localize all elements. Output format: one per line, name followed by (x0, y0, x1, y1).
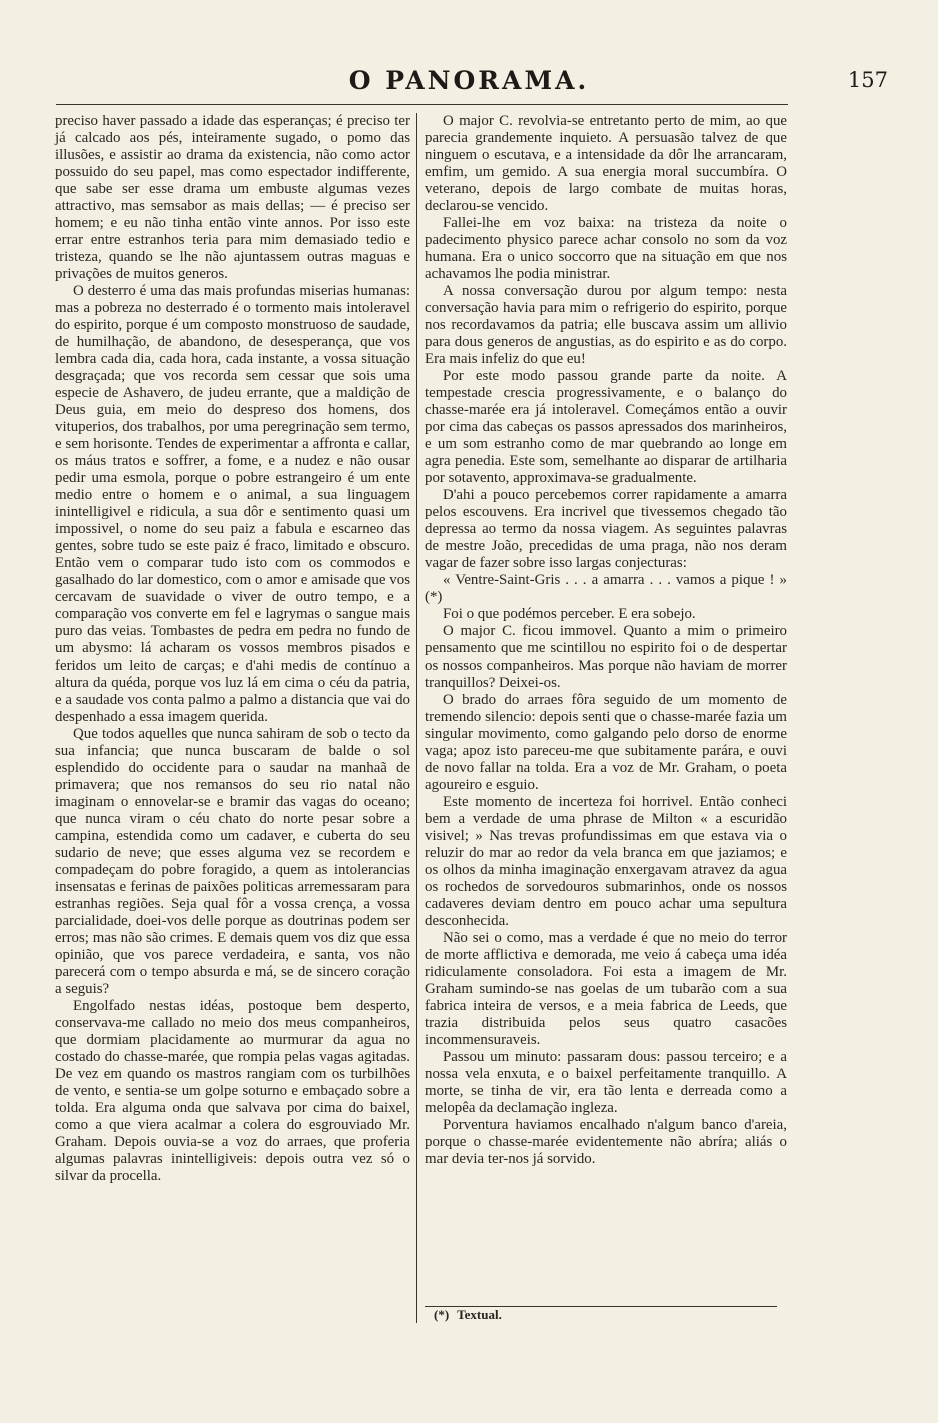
paragraph: Este momento de incerteza foi horrivel. Então conheci bem a verdade de uma phrase de Milton « a escuridão visivel; » Nas trevas profundissimas em que estava via o reluzir do mar ao redor da vela branca em que jaziamos; e os olhos da minha imaginação enxergavam atravez da agua os rochedos de sorvedouros submarinhos, onde os nossos cadaveres deviam dentro em pouco achar uma sepultura desconhecida. (425, 793, 787, 929)
footnote-marker: (*) (434, 1307, 450, 1322)
paragraph: Fallei-lhe em voz baixa: na tristeza da noite o padecimento physico parece achar consolo no som da voz humana. Era o unico soccorro que na situação em que nos achavamos lhe podia ministrar. (425, 215, 787, 283)
paragraph: Engolfado nestas idéas, postoque bem desperto, conservava-me callado no meio dos meus companheiros, que dormiam placidamente ao murmurar da agua no costado do chasse-marée, que rompia pelas vagas agitadas. De vez em quando os mastros rangiam com os turbilhões de vento, e sentia-se um golpe soturno e embaçado sobre a tolda. Era alguma onda que salvava por cima do baixel, como a que viera acalmar a colera do esgrouviado Mr. Graham. Depois ouvia-se a voz do arraes, que proferia algumas palavras inintelligiveis: depois outra vez só o silvar da procella. (55, 997, 410, 1184)
left-column (55, 113, 410, 1185)
page-header (50, 66, 888, 106)
paragraph: O desterro é uma das mais profundas miserias humanas: mas a pobreza no desterrado é o tormento mais intoleravel do espirito, porque é um composto monstruoso de saudade, de humilhação, de abandono, de desesperança, que vos lembra cada dia, cada hora, cada instante, a vossa situação desgraçada; que vos recorda sem cessar que sois uma especie de Ashavero, de judeu errante, que a maldição de Deus guia, em meio do despreso dos homens, dos vituperios, dos trabalhos, por uma peregrinação sem termo, e sem horisonte. Tendes de experimentar a affronta e callar, os máus tratos e soffrer, a fome, e a nudez e não ousar pedir uma esmola, porque o pobre estrangeiro é um ente medio entre o homem e o animal, a sua linguagem inintelligivel e ridicula, a sua dôr e sentimento quasi um impossivel, o nome do seu paiz a fabula e escarneo das gentes, sobre tudo se este paiz é fraco, limitado e obscuro. Então vem o comparar tudo isto com os commodos e gasalhado do lar domestico, com o amor e amisade que vos cercavam de suavidade o viver de outro tempo, e a comparação vos converte em fel e lagrymas o sangue mais puro das veias. Tombastes de pedra em pedra no fundo de um abysmo: lá acharam os vossos membros pisados e feridos um leito de carças; e d'ahi medis de contínuo a altura da quéda, porque vos luz lá em cima o céu da patria, e a saudade vos conta palmo a palmo a distancia que vai do despenhado a essa imagem querida. (55, 283, 410, 725)
quoted-line: « Ventre-Saint-Gris . . . a amarra . . . vamos a pique ! » (*) (425, 572, 787, 606)
paragraph: Não sei o como, mas a verdade é que no meio do terror de morte afflictiva e demorada, me veio á cabeça uma idéa ridiculamente consoladora. Foi esta a imagem de Mr. Graham sumindo-se nas goelas de um tubarão com a sua fabrica inteira de versos, e a meia fabrica de Leeds, que trazia distribuida pelos seus quatro casacões incommensuraveis. (425, 929, 787, 1048)
paragraph: Foi o que podémos perceber. E era sobejo. (443, 606, 696, 623)
header-rule (56, 104, 788, 105)
paragraph: O major C. revolvia-se entretanto perto de mim, ao que parecia grandemente inquieto. A persuasão talvez de que ninguem o escutava, e a intensidade da dôr lhe arrancaram, emfim, um gemido. A sua energia moral succumbíra. O veterano, depois de largo combate de muitas horas, declarou-se vencido. (425, 113, 787, 215)
paragraph: Por este modo passou grande parte da noite. A tempestade crescia progressivamente, e o balanço do chasse-marée era já intoleravel. Começámos então a ouvir por cima das cabeças os passos apressados dos marinheiros, e um som estranho como de mar quebrando ao longe em agra penedia. Este som, semelhante ao disparar de artilharia por sotavento, approximava-se gradualmente. (425, 368, 787, 487)
footnote (434, 1306, 510, 1324)
column-divider (416, 113, 417, 1323)
paragraph: Porventura haviamos encalhado n'algum banco d'areia, porque o chasse-marée evidentemente não abríra; aliás o mar devia ter-nos já sorvido. (425, 1116, 787, 1167)
paragraph: D'ahi a pouco percebemos correr rapidamente a amarra pelos escouvens. Era incrivel que tivessemos chegado tão depressa ao termo da nossa viagem. As seguintes palavras de mestre João, precedidas de uma praga, não nos deram vagar de fazer sobre isso largas conjecturas: (425, 487, 787, 572)
footnote-text: Textual. (457, 1307, 502, 1322)
paragraph: preciso haver passado a idade das esperanças; é preciso ter já calcado aos pés, inteiramente sugado, o pomo das illusões, e assistir ao drama da existencia, não como actor possuido do seu papel, mas como espectador indifferente, que sabe ser esse drama um embuste algumas vezes attractivo, mas semsabor as mais dellas; — é preciso ser homem; e eu não tinha então vinte annos. Por isso este errar entre estranhos teria para mim demasiado tedio e tristeza, quando se lhe não ajuntassem outras maguas e privações de muitos generos. (55, 113, 410, 283)
masthead-title: O PANORAMA. (348, 66, 590, 95)
paragraph: O major C. ficou immovel. Quanto a mim o primeiro pensamento que me scintillou no espirito foi o de despertar os nossos companheiros. Mas porque não haviam de morrer tranquillos? Deixei-os. (425, 623, 787, 691)
paragraph: O brado do arraes fôra seguido de um momento de tremendo silencio: depois senti que o chasse-marée fazia um singular movimento, como galgando pelo dorso de enorme vaga; apoz isto pareceu-me que subitamente parára, e ouvi de novo fallar na tolda. Era a voz de Mr. Graham, o poeta agoureiro e esguio. (425, 691, 787, 793)
right-column (425, 113, 787, 1168)
page-number: 157 (847, 68, 888, 92)
paragraph: Passou um minuto: passaram dous: passou terceiro; e a nossa vela enxuta, e o baixel perfeitamente tranquillo. A morte, se tinha de vir, era tão lenta e derreada como a melopêa da declamação ingleza. (425, 1048, 787, 1116)
paragraph: Que todos aquelles que nunca sahiram de sob o tecto da sua infancia; que nunca buscaram de balde o sol esplendido do occidente para o saudar na manhaã de primavera; que nos remansos do seu rio natal não imaginam o ennovelar-se e bramir das vagas do oceano; que nunca viram o céu chato do norte pesar sobre a campina, estendida como um cadaver, e cuberta do seu sudario de neve; que esses alguma vez se recordem e compadeçam do pobre foragido, a quem as intolerancias insensatas e ferinas de paixões politicas arremessaram para estranhas regiões. Seja qual fôr a vossa crença, a vossa parcialidade, doei-vos delle porque as doutrinas podem ser erros; mas não são crimes. E demais quem vos diz que essa opinião, que vos parece verdadeira, e santa, vos não parecerá com o tempo absurda e má, se de sincero coração a seguis? (55, 725, 410, 997)
paragraph: A nossa conversação durou por algum tempo: nesta conversação havia para mim o refrigerio do espirito, porque nos recordavamos da patria; elle buscava assim um allivio para dous generos de angustias, as do espirito e as do corpo. Era mais infeliz do que eu! (425, 283, 787, 368)
